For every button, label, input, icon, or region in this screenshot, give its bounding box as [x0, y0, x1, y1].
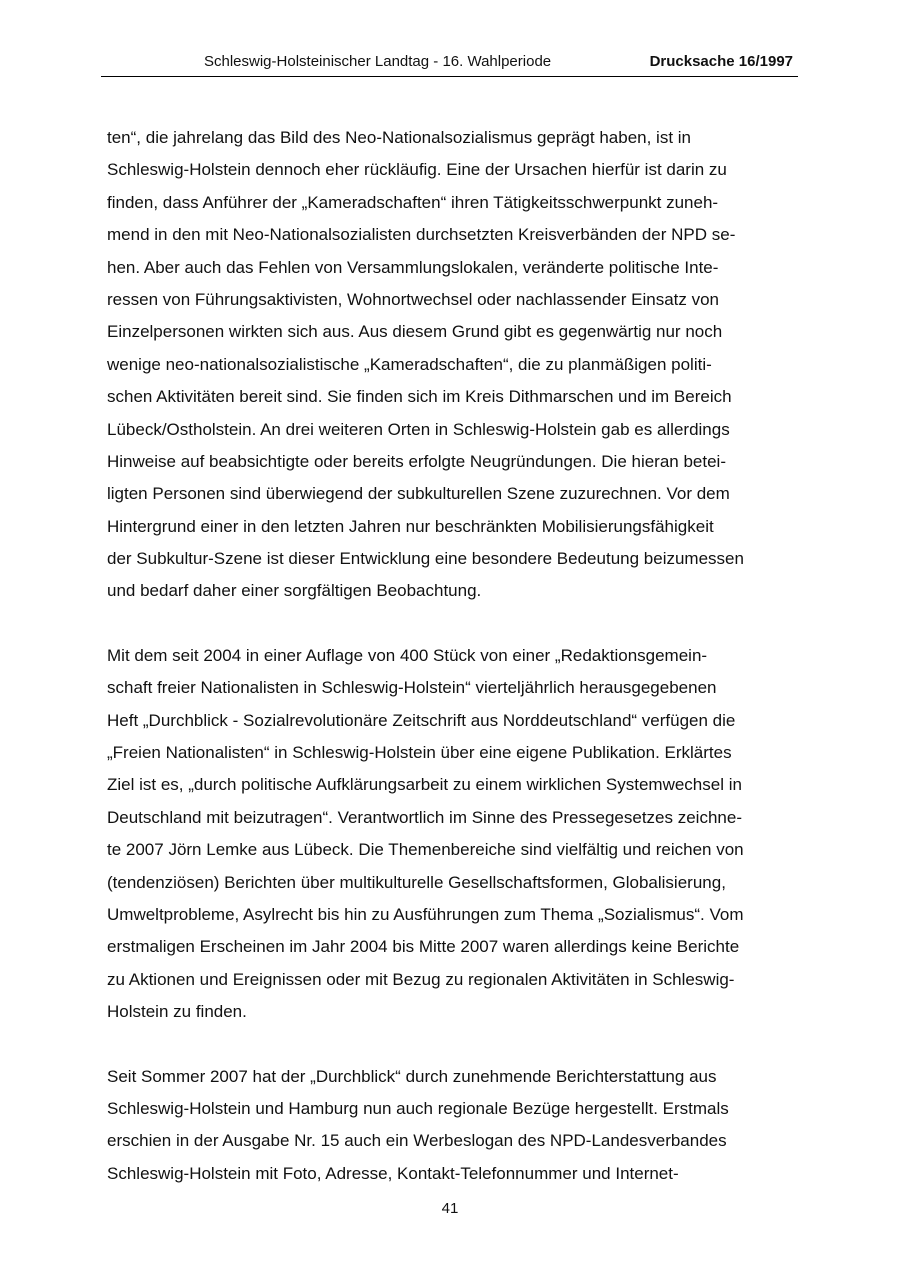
text-line: und bedarf daher einer sorgfältigen Beobachtung. — [107, 581, 482, 601]
paragraph-3 — [107, 1061, 799, 1191]
text-line: Schleswig-Holstein mit Foto, Adresse, Kontakt-Telefonnummer und Internet- — [107, 1163, 679, 1183]
text-line: zu Aktionen und Ereignissen oder mit Bezug zu regionalen Aktivitäten in Schleswig- — [107, 969, 735, 989]
text-line: erschien in der Ausgabe Nr. 15 auch ein Werbeslogan des NPD-Landesverbandes — [107, 1131, 727, 1151]
text-line: Hinweise auf beabsichtigte oder bereits erfolgte Neugründungen. Die hieran betei- — [107, 451, 726, 471]
text-line: Ziel ist es, „durch politische Aufklärungsarbeit zu einem wirklichen Systemwechsel in — [107, 775, 742, 795]
document-number: Drucksache 16/1997 — [649, 53, 793, 70]
page-number: 41 — [441, 1200, 459, 1217]
text-line: ten“, die jahrelang das Bild des Neo-Nationalsozialismus geprägt haben, ist in — [107, 128, 692, 147]
text-line: hen. Aber auch das Fehlen von Versammlungslokalen, veränderte politische Inte- — [107, 257, 719, 277]
text-line: finden, dass Anführer der „Kameradschaften“ ihren Tätigkeitsschwerpunkt zuneh- — [107, 192, 719, 212]
text-line: der Subkultur-Szene ist dieser Entwicklung eine besondere Bedeutung beizumessen — [107, 549, 744, 569]
text-line: wenige neo-nationalsozialistische „Kameradschaften“, die zu planmäßigen politi- — [107, 354, 712, 374]
text-line: mend in den mit Neo-Nationalsozialisten durchsetzten Kreisverbänden der NPD se- — [107, 225, 736, 245]
paragraph-1 — [107, 122, 799, 608]
text-line: Mit dem seit 2004 in einer Auflage von 400 Stück von einer „Redaktionsgemein- — [107, 645, 708, 665]
text-line: Lübeck/Ostholstein. An drei weiteren Orten in Schleswig-Holstein gab es allerdings — [107, 419, 730, 439]
text-line: Deutschland mit beizutragen“. Verantwortlich im Sinne des Pressegesetzes zeichne- — [107, 807, 742, 827]
text-line: Heft „Durchblick - Sozialrevolutionäre Zeitschrift aus Norddeutschland“ verfügen die — [107, 710, 736, 730]
text-line: te 2007 Jörn Lemke aus Lübeck. Die Themenbereiche sind vielfältig und reichen von — [107, 840, 744, 860]
header-title: Schleswig-Holsteinischer Landtag - 16. Wahlperiode — [204, 53, 552, 70]
text-line: Umweltprobleme, Asylrecht bis hin zu Ausführungen zum Thema „Sozialismus“. Vom — [107, 904, 744, 924]
text-line: (tendenziösen) Berichten über multikulturelle Gesellschaftsformen, Globalisierung, — [107, 872, 726, 892]
text-line: erstmaligen Erscheinen im Jahr 2004 bis Mitte 2007 waren allerdings keine Berichte — [107, 937, 740, 957]
text-line: Schleswig-Holstein dennoch eher rückläufig. Eine der Ursachen hierfür ist darin zu — [107, 160, 727, 180]
page-header — [101, 50, 798, 77]
text-line: ligten Personen sind überwiegend der subkulturellen Szene zuzurechnen. Vor dem — [107, 484, 730, 504]
text-line: schen Aktivitäten bereit sind. Sie finden sich im Kreis Dithmarschen und im Bereich — [107, 387, 732, 407]
text-line: ressen von Führungsaktivisten, Wohnortwechsel oder nachlassender Einsatz von — [107, 289, 720, 309]
document-body — [107, 122, 799, 1190]
text-line: Schleswig-Holstein und Hamburg nun auch regionale Bezüge hergestellt. Erstmals — [107, 1098, 729, 1118]
text-line: „Freien Nationalisten“ in Schleswig-Holstein über eine eigene Publikation. Erklärtes — [107, 743, 732, 763]
text-line: Hintergrund einer in den letzten Jahren nur beschränkten Mobilisierungsfähigkeit — [107, 516, 714, 536]
text-line: schaft freier Nationalisten in Schleswig-Holstein“ vierteljährlich herausgegebenen — [107, 678, 717, 698]
text-line: Seit Sommer 2007 hat der „Durchblick“ durch zunehmende Berichterstattung aus — [107, 1066, 717, 1086]
text-line: Holstein zu finden. — [107, 1002, 247, 1022]
paragraph-2 — [107, 640, 799, 1029]
text-line: Einzelpersonen wirkten sich aus. Aus diesem Grund gibt es gegenwärtig nur noch — [107, 322, 723, 342]
